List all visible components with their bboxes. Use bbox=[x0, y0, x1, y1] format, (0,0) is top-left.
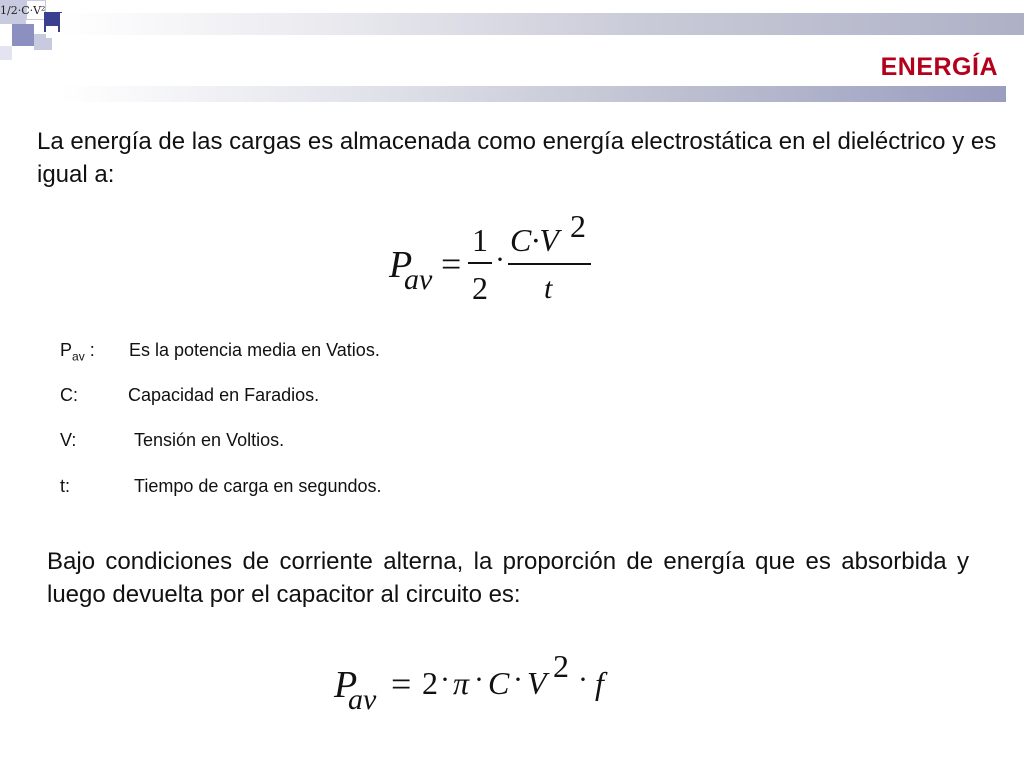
deco-square bbox=[46, 26, 58, 38]
ac-paragraph: Bajo condiciones de corriente alterna, la proporción de energía que es absorbida y luego devuelta por el capacitor al circuito es: bbox=[47, 548, 969, 608]
formula2-dot: · bbox=[474, 663, 484, 696]
formula1-denominator: t bbox=[544, 272, 553, 305]
intro-paragraph: La energía de las cargas es almacenada como energía electrostática en el dieléctrico y es igual a: bbox=[37, 128, 997, 188]
formula2-dot: · bbox=[513, 663, 523, 696]
header-bar bbox=[60, 13, 1024, 35]
formula2-lhs: P bbox=[334, 664, 358, 706]
page-title: ENERGÍA bbox=[880, 53, 998, 81]
formula1-lhs: P bbox=[389, 244, 413, 286]
formula2-pi: π bbox=[453, 665, 470, 701]
formula2-exponent: 2 bbox=[553, 648, 569, 684]
formula2-c: C bbox=[488, 665, 510, 701]
definition-symbol: V: bbox=[60, 430, 77, 450]
formula1-dot: · bbox=[495, 243, 505, 276]
definition-symbol: $P_{av}$ : bbox=[60, 340, 95, 364]
formula1-frac-denominator: 2 bbox=[472, 270, 488, 306]
formula1-numerator: C·V bbox=[510, 222, 559, 258]
formula2-f: f bbox=[595, 665, 604, 701]
definition-text: Es la potencia media en Vatios. bbox=[129, 340, 380, 360]
deco-square bbox=[12, 24, 34, 46]
deco-square bbox=[0, 46, 12, 60]
definition-text: Tiempo de carga en segundos. bbox=[134, 476, 382, 496]
formula2-equals: = bbox=[391, 664, 412, 704]
corner-label: 1/2·C·V² bbox=[0, 4, 46, 17]
definition-symbol: C: bbox=[60, 385, 78, 405]
formula2-dot: · bbox=[440, 663, 450, 696]
formula1-main-line bbox=[508, 263, 591, 265]
formula1-frac-numerator: 1 bbox=[472, 222, 488, 258]
formula2-two: 2 bbox=[422, 665, 438, 701]
formula2-dot: · bbox=[578, 663, 588, 696]
formula1-equals: = bbox=[441, 244, 462, 284]
formula2-v: V bbox=[527, 665, 547, 701]
formula1-frac-line bbox=[468, 262, 492, 264]
definition-text: Tensión en Voltios. bbox=[134, 430, 285, 450]
definition-text: Capacidad en Faradios. bbox=[128, 385, 320, 405]
formula1-exponent: 2 bbox=[570, 208, 586, 244]
definition-symbol: t: bbox=[60, 476, 71, 496]
title-underline-bar bbox=[60, 86, 1006, 102]
formula1-lhs-sub: av bbox=[404, 263, 433, 296]
formula2-lhs-sub: av bbox=[348, 683, 377, 716]
